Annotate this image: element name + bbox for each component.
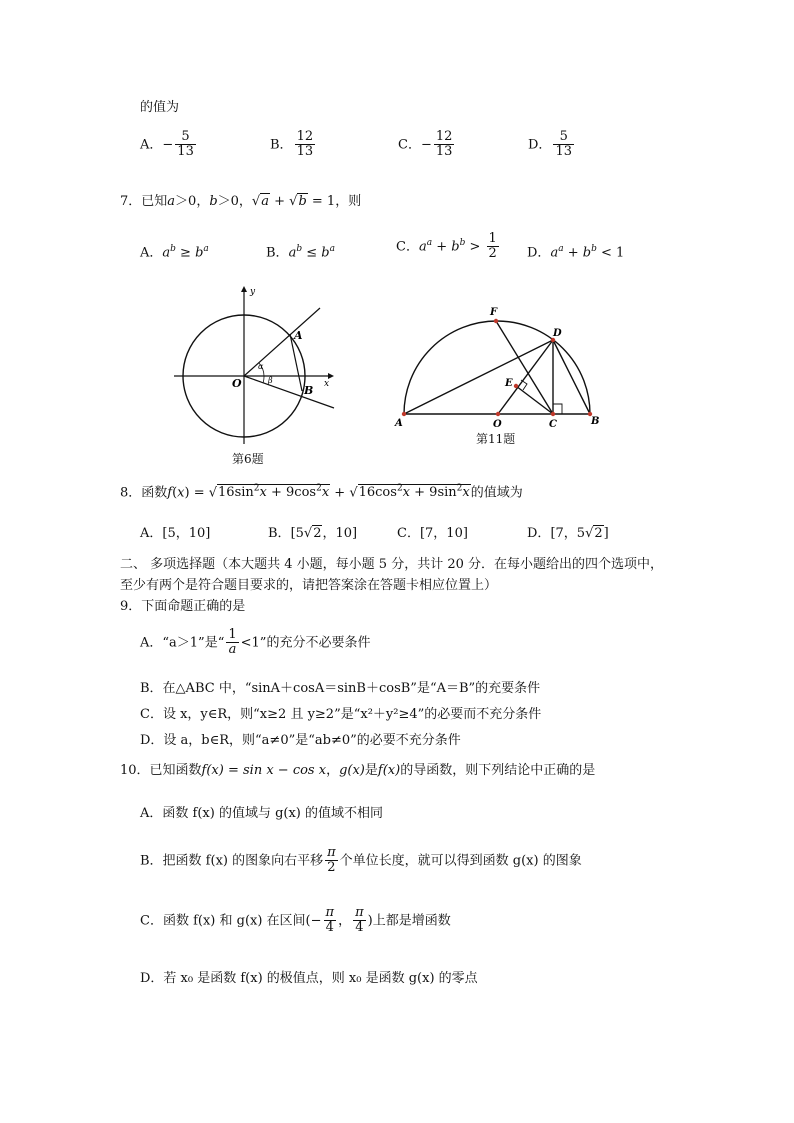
q8-option-d: D．[7，5√2] xyxy=(527,526,609,541)
section-2-heading-line2: 至少有两个是符合题目要求的，请把答案涂在答题卡相应位置上） xyxy=(120,578,498,593)
q7-option-b: B．$a^b \le b^a$ xyxy=(266,244,335,261)
q6-option-d: D． $\frac{5}{13}$ xyxy=(528,129,572,160)
q7-stem: 7．已知a＞0，b＞0，√a + √b = 1，则 xyxy=(120,194,362,209)
fig11-label-b: B xyxy=(591,416,600,427)
fig6-label-y: y xyxy=(250,287,256,297)
fig11-label-e: E xyxy=(505,378,513,389)
q7-option-c: C．$a^a + b^b$ > $\frac{1}{2}$ xyxy=(396,231,497,262)
q6-option-c: C．− $\frac{12}{13}$ xyxy=(398,129,453,160)
q10-stem: 10．已知函数f(x) = sin x − cos x，g(x)是f(x)的导函数，则下列结论中正确的是 xyxy=(120,763,596,778)
fig11-label-f: F xyxy=(490,307,498,318)
q8-stem: 8．函数$f(x) = √16\sin^2x + 9\cos^2x + √16\cos^2x + 9\sin^2x$的值域为 xyxy=(120,484,523,501)
figure-6-caption: 第6题 xyxy=(232,452,264,466)
q10-option-c: C．函数 f(x) 和 g(x) 在区间(− $\frac{\pi}{4}$ ， $\frac{\pi}{4}$ )上都是增函数 xyxy=(140,905,451,936)
figure-11-caption: 第11题 xyxy=(476,432,516,446)
fig6-label-alpha: α xyxy=(258,362,264,371)
fig11-label-o: O xyxy=(493,419,502,430)
section-2-heading-line1: 二、 多项选择题（本大题共 4 小题，每小题 5 分，共计 20 分．在每小题给出的四个选项中， xyxy=(120,557,664,572)
figure-11-diagram xyxy=(392,300,606,432)
q6-option-a: A．− $\frac{5}{13}$ xyxy=(140,129,194,160)
fig6-label-o: O xyxy=(232,377,242,390)
q8-option-c: C．[7，10] xyxy=(397,526,468,541)
q7-option-d: D．$a^a + b^b < 1$ xyxy=(527,244,625,261)
q9-option-b: B．在△ABC 中，“sinA＋cosA＝sinB＋cosB”是“A＝B”的充要条件 xyxy=(140,681,541,696)
q6-continuation: 的值为 xyxy=(140,100,180,115)
fig6-label-beta: β xyxy=(268,376,273,385)
q6-option-b: B． $\frac{12}{13}$ xyxy=(270,129,314,160)
q8-option-b: B．[5√2，10] xyxy=(268,526,358,541)
q9-option-a: A．“a＞1”是“ $\frac{1}{a}$ <1”的充分不必要条件 xyxy=(140,627,371,658)
fig11-label-c: C xyxy=(549,419,557,430)
fig6-label-x: x xyxy=(324,379,330,389)
q9-option-d: D．设 a，b∈R，则“a≠0”是“ab≠0”的必要不充分条件 xyxy=(140,733,461,748)
q9-option-c: C．设 x，y∈R，则“x≥2 且 y≥2”是“x²＋y²≥4”的必要而不充分条件 xyxy=(140,707,542,722)
q10-option-a: A．函数 f(x) 的值域与 g(x) 的值域不相同 xyxy=(140,806,384,821)
fig11-label-d: D xyxy=(553,328,562,339)
q9-stem: 9．下面命题正确的是 xyxy=(120,599,246,614)
fig6-label-b: B xyxy=(304,384,314,397)
q8-option-a: A．[5，10] xyxy=(140,526,211,541)
q10-option-b: B．把函数 f(x) 的图象向右平移 $\frac{\pi}{2}$ 个单位长度，就可以得到函数 g(x) 的图象 xyxy=(140,845,582,876)
q10-option-d: D．若 x₀ 是函数 f(x) 的极值点，则 x₀ 是函数 g(x) 的零点 xyxy=(140,971,478,986)
q7-option-a: A．$a^b \ge b^a$ xyxy=(140,244,209,261)
fig11-label-a: A xyxy=(395,418,403,429)
figure-6-diagram xyxy=(168,284,338,450)
fig6-label-a: A xyxy=(294,329,303,342)
